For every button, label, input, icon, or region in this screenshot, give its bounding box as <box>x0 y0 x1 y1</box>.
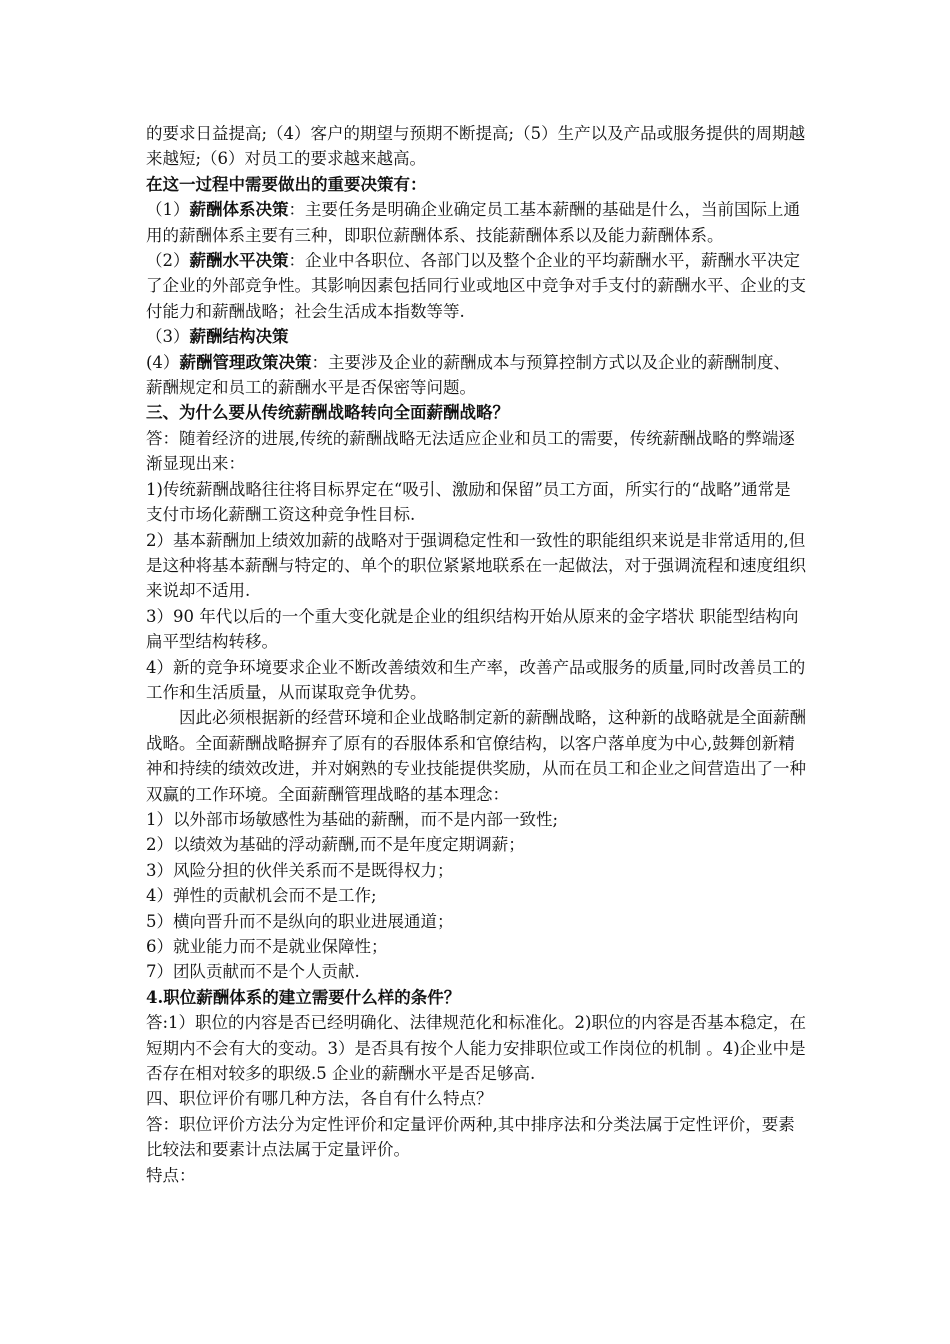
idea-1: 1）以外部市场敏感性为基础的薪酬，而不是内部一致性; <box>146 809 559 829</box>
reason-1: 1)传统薪酬战略往往将目标界定在“吸引、激励和保留”员工方面，所实行的“战略”通常是支付市场化薪酬工资这种竞争性目标. <box>146 479 791 525</box>
decision-4-term: 薪酬管理政策决策 <box>179 352 312 372</box>
idea-4: 4）弹性的贡献机会而不是工作; <box>146 886 377 906</box>
decision-4-prefix: (4） <box>146 352 180 372</box>
idea-2: 2）以绩效为基础的浮动薪酬,而不是年度定期调薪； <box>146 835 525 855</box>
heading-question-3: 三、为什么要从传统薪酬战略转向全面薪酬战略？ <box>146 403 509 423</box>
idea-7: 7）团队贡献而不是个人贡献. <box>146 962 360 982</box>
answer-question-3: 答：随着经济的进展,传统的薪酬战略无法适应企业和员工的需要，传统薪酬战略的弊端逐渐显现出来： <box>146 428 795 474</box>
decision-2-text: ：企业中各职位、各部门以及整个企业的平均薪酬水平，薪酬水平决定了企业的外部竞争性。其影响因素包括同行业或地区中竞争对手支付的薪酬水平、企业的支付能力和薪酬战略；社会生活成本指数等等. <box>146 251 806 321</box>
decision-1-text: ：主要任务是明确企业确定员工基本薪酬的基础是什么，当前国际上通用的薪酬体系主要有三种，即职位薪酬体系、技能薪酬体系以及能力薪酬体系。 <box>146 200 800 245</box>
document-page <box>146 121 806 1188</box>
decision-3-prefix: （3） <box>146 327 190 347</box>
answer-question-4: 答:1）职位的内容是否已经明确化、法律规范化和标准化。2)职位的内容是否基本稳定，在短期内不会有大的变动。3）是否具有按个人能力安排职位或工作岗位的机制 。4)企业中是否存在相对较多的职级.5 企业的薪酬水平是否足够高. <box>146 1013 806 1084</box>
decision-1-term: 薪酬体系决策 <box>189 200 289 220</box>
idea-6: 6）就业能力而不是就业保障性； <box>146 937 388 956</box>
heading-question-5: 四、职位评价有哪几种方法，各自有什么特点？ <box>146 1089 493 1109</box>
decision-4 <box>146 350 806 401</box>
decision-4-text: ：主要涉及企业的薪酬成本与预算控制方式以及企业的薪酬制度、薪酬规定和员工的薪酬水平是否保密等问题。 <box>146 352 790 398</box>
paragraph-intro: 的要求日益提高;（4）客户的期望与预期不断提高;（5）生产以及产品或服务提供的周期越来越短;（6）对员工的要求越来越高。 <box>146 124 806 169</box>
reason-2: 2）基本薪酬加上绩效加薪的战略对于强调稳定性和一致性的职能组织来说是非常适用的,但是这种将基本薪酬与特定的、单个的职位紧紧地联系在一起做法，对于强调流程和速度组织来说却不适用. <box>146 530 806 601</box>
reason-3: 3）90 年代以后的一个重大变化就是企业的组织结构开始从原来的金字塔状 职能型结构向扁平型结构转移。 <box>146 606 799 652</box>
heading-decisions: 在这一过程中需要做出的重要决策有： <box>146 174 427 194</box>
conclusion-paragraph: 因此必须根据新的经营环境和企业战略制定新的薪酬战略，这种新的战略就是全面薪酬战略。全面薪酬战略摒弃了原有的吞服体系和官僚结构，以客户落单度为中心,鼓舞创新精神和持续的绩效改进，并对娴熟的专业技能提供奖励，从而在员工和企业之间营造出了一种双赢的工作环境。全面薪酬管理战略的基本理念： <box>146 708 806 804</box>
decision-3-term: 薪酬结构决策 <box>189 327 289 347</box>
idea-3: 3）风险分担的伙伴关系而不是既得权力； <box>146 860 454 880</box>
heading-question-4: 4.职位薪酬体系的建立需要什么样的条件？ <box>146 987 461 1007</box>
answer-question-5: 答：职位评价方法分为定性评价和定量评价两种,其中排序法和分类法属于定性评价，要素比较法和要素计点法属于定量评价。 <box>146 1114 795 1160</box>
decision-3 <box>146 324 806 349</box>
reason-4: 4）新的竞争环境要求企业不断改善绩效和生产率，改善产品或服务的质量,同时改善员工的工作和生活质量，从而谋取竞争优势。 <box>146 657 806 702</box>
decision-1-prefix: （1） <box>146 200 190 220</box>
decision-2 <box>146 248 806 324</box>
decision-2-prefix: （2） <box>146 251 190 271</box>
decision-2-term: 薪酬水平决策 <box>189 251 289 271</box>
decision-1 <box>146 197 806 248</box>
idea-5: 5）横向晋升而不是纵向的职业进展通道； <box>146 911 454 931</box>
features-label: 特点： <box>146 1165 196 1185</box>
